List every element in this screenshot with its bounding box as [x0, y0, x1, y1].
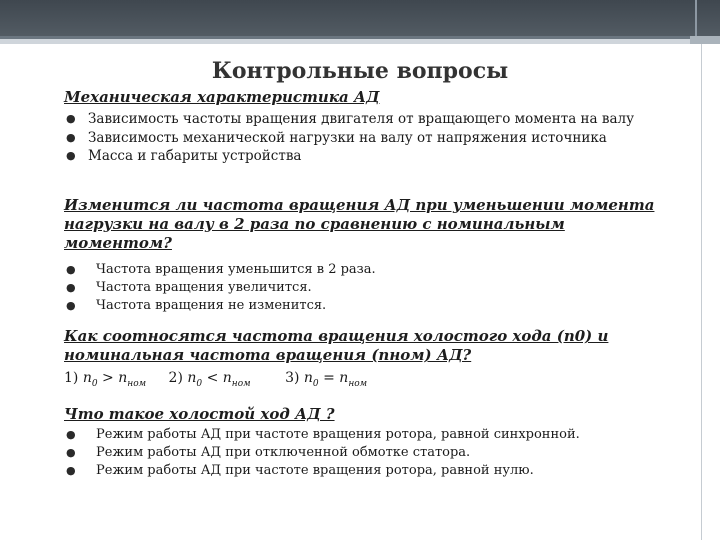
question-3-answers	[64, 370, 367, 389]
option-item: ● Зависимость механической нагрузки на валу от напряжения источника	[66, 129, 607, 146]
question-3-heading: Как соотносятся частота вращения холостого хода (n0) и номинальная частота вращения (nном) АД?	[64, 327, 609, 364]
option-item: ● Частота вращения не изменится.	[66, 298, 327, 313]
bullet-icon: ●	[66, 130, 76, 144]
right-margin-rule	[701, 44, 702, 540]
question-4-heading: Что такое холостой ход АД ?	[64, 405, 335, 423]
option-item: ● Частота вращения уменьшится в 2 раза.	[66, 262, 376, 277]
answer-option-3: 3) $n_0 = n_{ном}$	[285, 370, 368, 389]
question-1-heading: Механическая характеристика АД	[64, 88, 380, 106]
header-accent-line	[0, 39, 720, 44]
question-2-heading: Изменится ли частота вращения АД при уменьшении момента нагрузки на валу в 2 раза по сравнению с номинальным моментом?	[64, 196, 655, 252]
option-item: ● Зависимость частоты вращения двигателя от вращающего момента на валу	[66, 111, 635, 127]
question-2-options	[66, 261, 376, 315]
question-4-options	[66, 426, 580, 480]
question-1-options	[66, 110, 634, 166]
bullet-icon: ●	[66, 149, 76, 162]
bullet-icon: ●	[66, 281, 76, 294]
option-item: ● Режим работы АД при частоте вращения ротора, равной синхронной.	[66, 427, 580, 442]
bullet-icon: ●	[66, 446, 76, 459]
option-item: ● Масса и габариты устройства	[66, 148, 302, 164]
corner-decoration-block	[690, 36, 720, 44]
option-item: ● Режим работы АД при отключенной обмотке статора.	[66, 445, 471, 460]
bullet-icon: ●	[66, 428, 76, 441]
bullet-icon: ●	[66, 112, 76, 125]
bullet-icon: ●	[66, 464, 76, 477]
option-item: ● Частота вращения увеличится.	[66, 280, 312, 295]
bullet-icon: ●	[66, 263, 76, 276]
header-bar	[0, 0, 720, 36]
slide-title: Контрольные вопросы	[211, 58, 509, 84]
answer-option-2: 2) $n_0 < n_{ном}$	[168, 370, 251, 389]
corner-decoration	[695, 0, 697, 36]
answer-option-1: 1) $n_0 > n_{ном}$	[64, 370, 147, 389]
option-item: ● Режим работы АД при частоте вращения ротора, равной нулю.	[66, 463, 534, 478]
bullet-icon: ●	[66, 299, 76, 312]
